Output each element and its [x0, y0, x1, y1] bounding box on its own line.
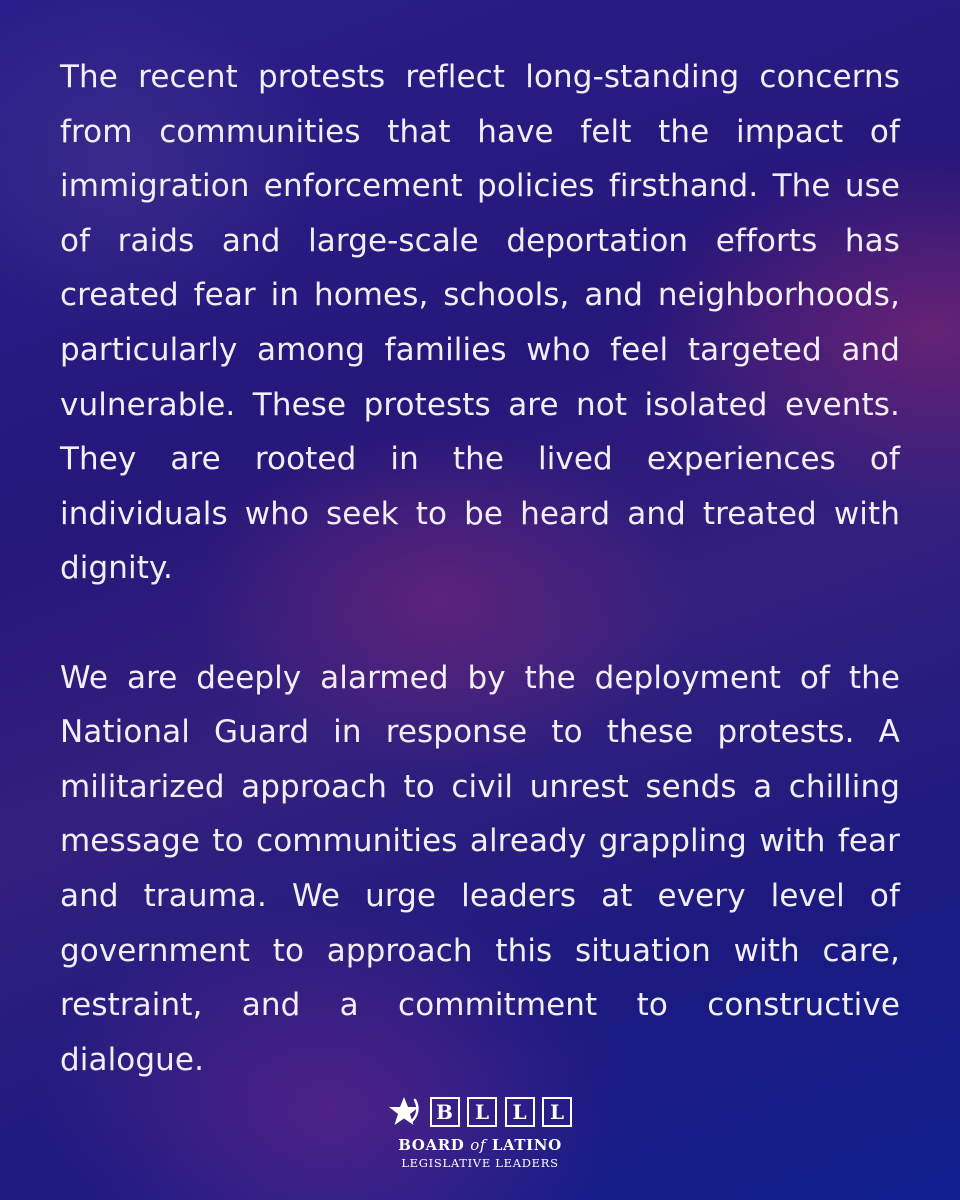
logo-org-name — [388, 1136, 572, 1154]
logo-org-name-board: BOARD — [398, 1136, 471, 1154]
logo-mark — [388, 1094, 572, 1130]
logo-org-name-latino: LATINO — [486, 1136, 562, 1154]
star-icon — [388, 1095, 422, 1129]
logo-letter-b: B — [430, 1097, 460, 1127]
statement-paragraph-1: The recent protests reflect long-standing concerns from communities that have felt the impact of immigration enforcement policies firsthand. The use of raids and large-scale deportation efforts has created fear in homes, schools, and neighborhoods, particularly among families who feel targeted and vulnerable. These protests are not isolated events. They are rooted in the lived experiences of individuals who seek to be heard and treated with dignity. — [60, 59, 900, 587]
logo-org-subtitle: LEGISLATIVE LEADERS — [401, 1156, 559, 1170]
logo-letter-l-3: L — [542, 1097, 572, 1127]
statement-paragraph-2: We are deeply alarmed by the deployment of the National Guard in response to these protests. A militarized approach to civil unrest sends a chilling message to communities already grappling with fear and trauma. We urge leaders at every level of government to approach this situation with care, restraint, and a commitment to constructive dialogue. — [60, 659, 900, 1078]
logo-org-name-of: of — [470, 1136, 486, 1154]
statement-text — [60, 50, 900, 1087]
logo-letter-l-1: L — [467, 1097, 497, 1127]
bll-logo — [388, 1094, 572, 1170]
logo-letter-l-2: L — [505, 1097, 535, 1127]
